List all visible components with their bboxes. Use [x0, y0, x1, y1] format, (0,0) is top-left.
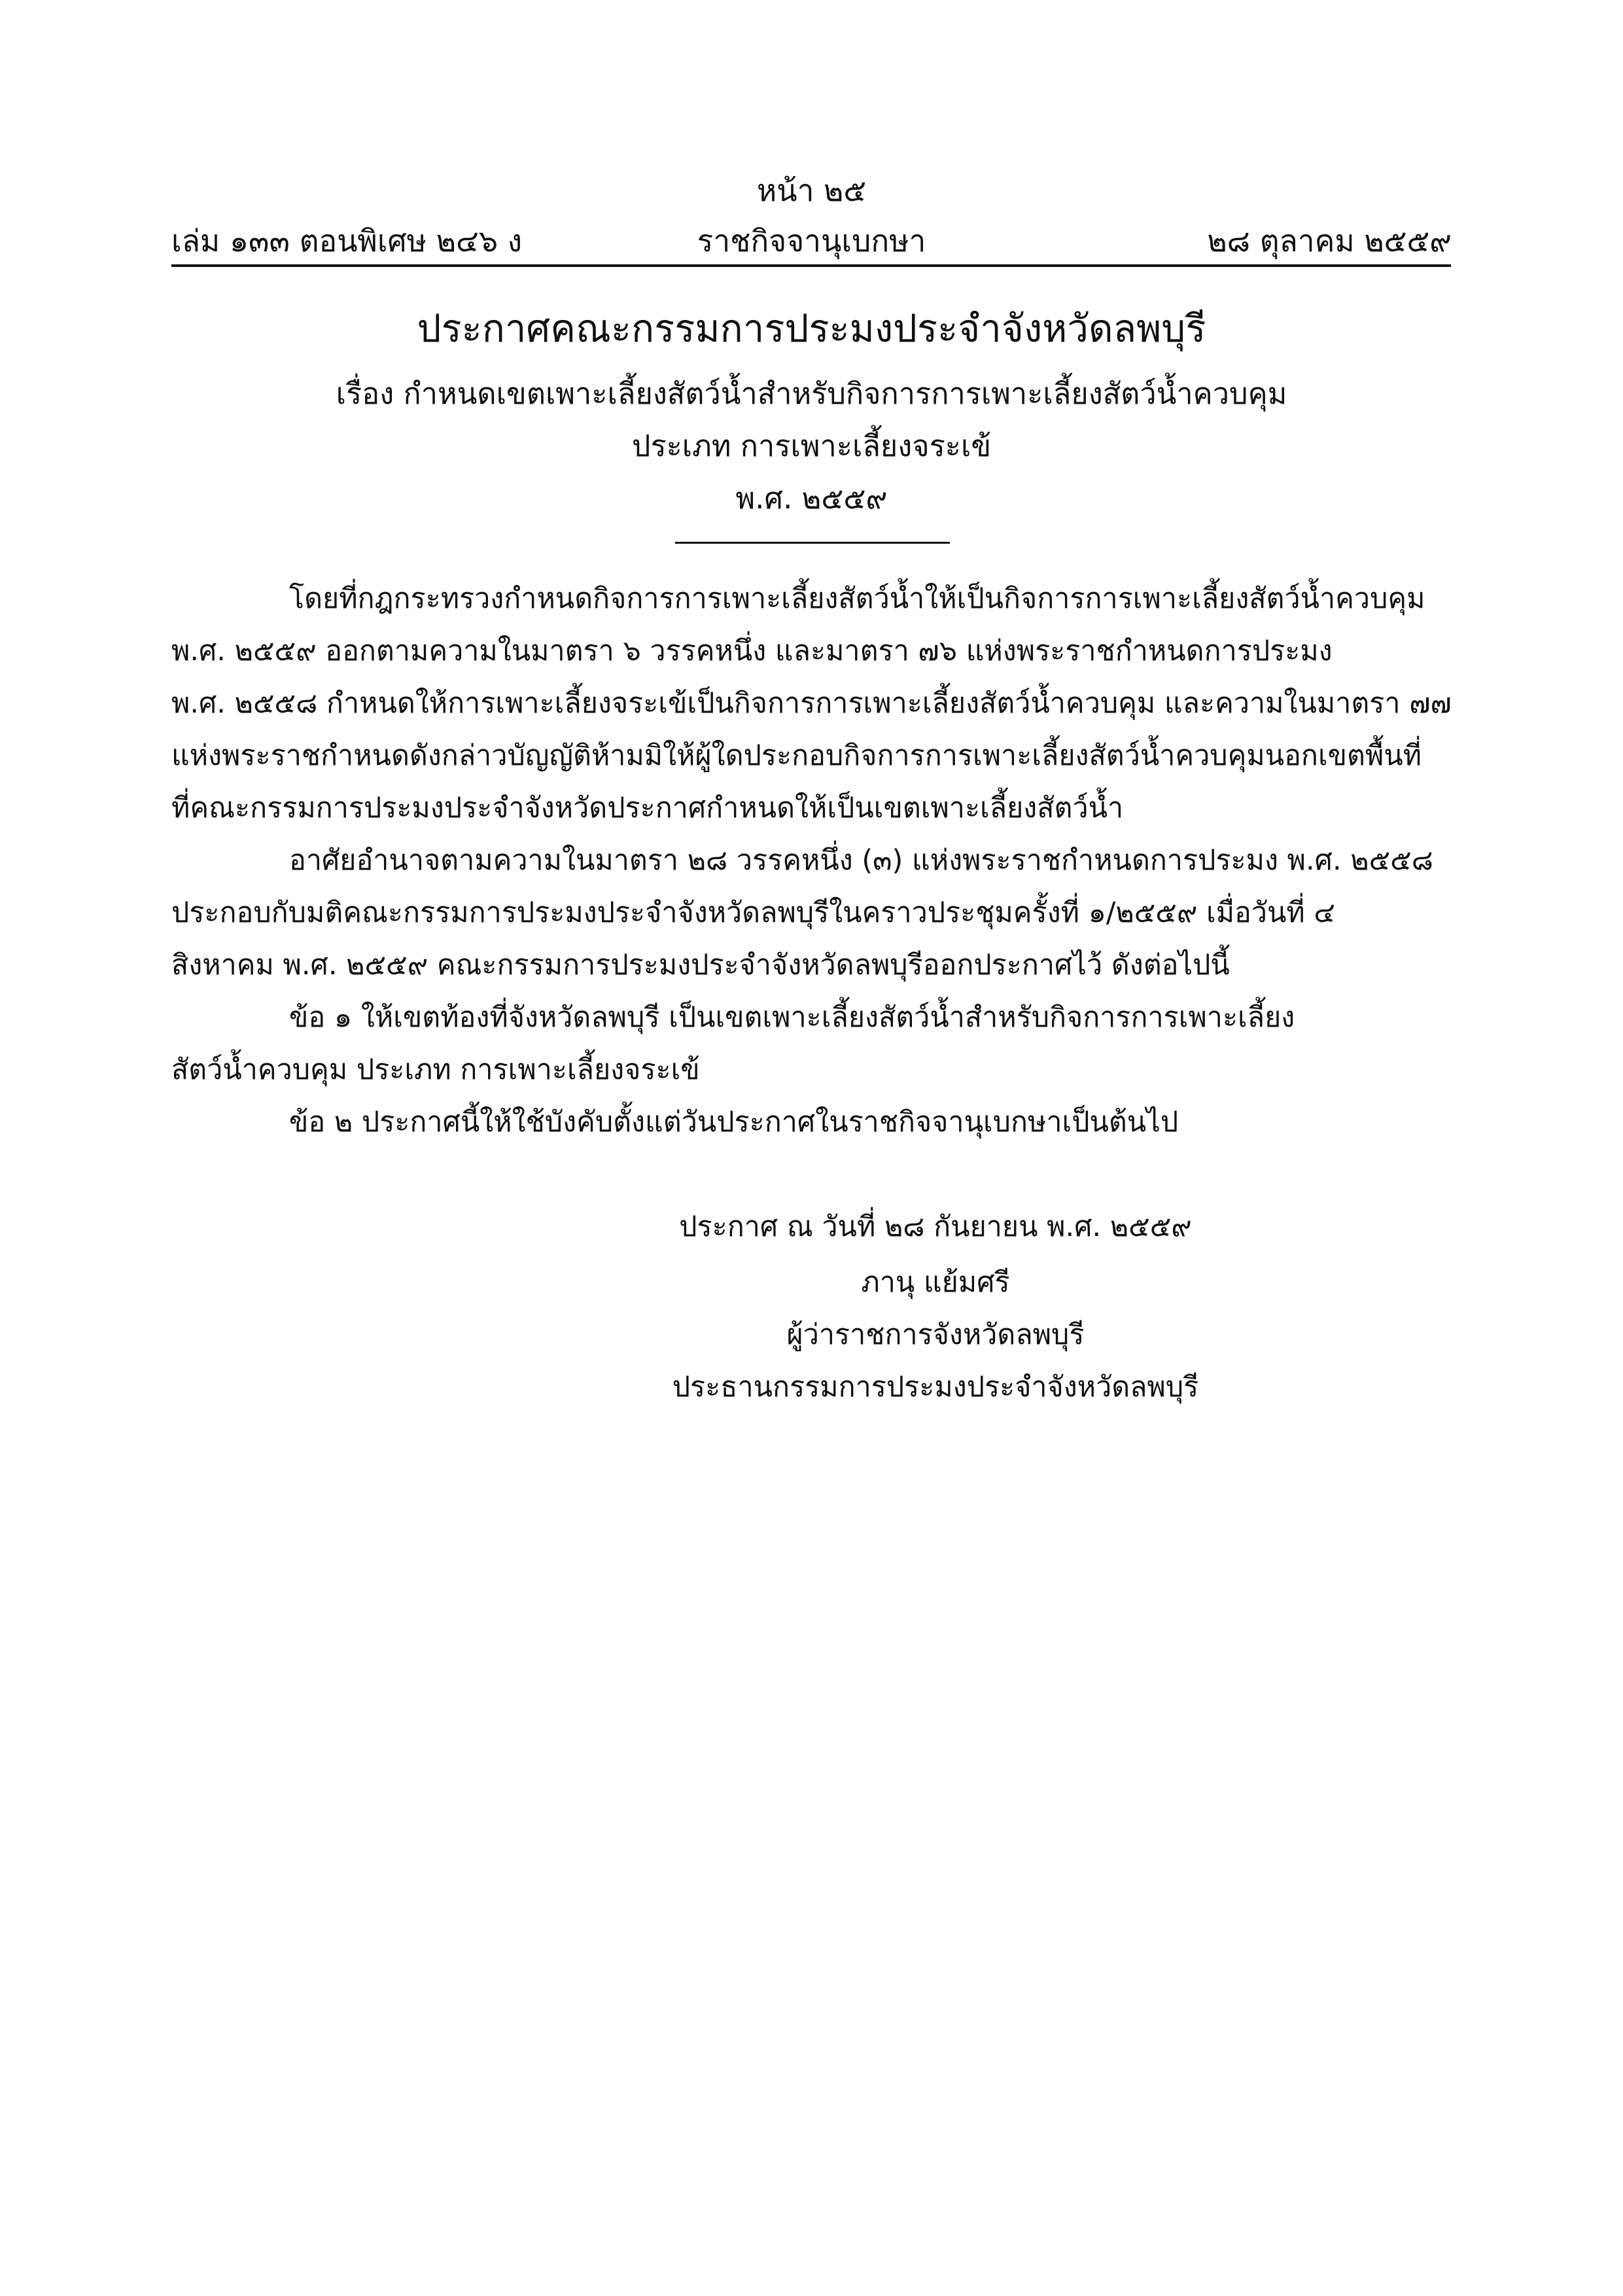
signature-position: ผู้ว่าราชการจังหวัดลพบุรี	[786, 1318, 1085, 1351]
signature-role: ประธานกรรมการประมงประจำจังหวัดลพบุรี	[672, 1371, 1199, 1404]
body-line: ข้อ ๑ ให้เขตท้องที่จังหวัดลพบุรี เป็นเขตเพาะเลี้ยงสัตว์น้ำสำหรับกิจการการเพาะเลี้ยง	[289, 1001, 1295, 1034]
body-line: ประกอบกับมติคณะกรรมการประมงประจำจังหวัดลพบุรีในคราวประชุมครั้งที่ ๑/๒๕๕๙ เมื่อวันที่ ๔	[171, 896, 1335, 929]
title-divider	[675, 542, 950, 544]
signature-name: ภานุ แย้มศรี	[861, 1266, 1010, 1299]
announcement-title: ประกาศคณะกรรมการประมงประจำจังหวัดลพบุรี	[417, 306, 1206, 351]
page-number: หน้า ๒๕	[756, 173, 867, 208]
body-line: พ.ศ. ๒๕๕๙ ออกตามความในมาตรา ๖ วรรคหนึ่ง และมาตรา ๗๖ แห่งพระราชกำหนดการประมง	[171, 635, 1333, 667]
body-line: โดยที่กฎกระทรวงกำหนดกิจการการเพาะเลี้ยงสัตว์น้ำให้เป็นกิจการการเพาะเลี้ยงสัตว์น้ำควบคุม	[289, 582, 1425, 615]
body-line: สิงหาคม พ.ศ. ๒๕๕๙ คณะกรรมการประมงประจำจังหวัดลพบุรีออกประกาศไว้ ดังต่อไปนี้	[171, 949, 1230, 981]
announcement-subject: เรื่อง กำหนดเขตเพาะเลี้ยงสัตว์น้ำสำหรับกิจการการเพาะเลี้ยงสัตว์น้ำควบคุม	[336, 376, 1287, 411]
header-volume-issue: เล่ม ๑๓๓ ตอนพิเศษ ๒๔๖ ง	[171, 223, 523, 258]
header-date: ๒๘ ตุลาคม ๒๕๕๙	[1207, 223, 1452, 258]
announcement-type: ประเภท การเพาะเลี้ยงจระเข้	[631, 429, 992, 463]
body-line: สัตว์น้ำควบคุม ประเภท การเพาะเลี้ยงจระเข้	[171, 1053, 700, 1086]
body-line: แห่งพระราชกำหนดดังกล่าวบัญญัติห้ามมิให้ผู้ใดประกอบกิจการการเพาะเลี้ยงสัตว์น้ำควบคุมนอกเขตพื้นที่	[171, 739, 1422, 772]
body-line: ข้อ ๒ ประกาศนี้ให้ใช้บังคับตั้งแต่วันประกาศในราชกิจจานุเบกษาเป็นต้นไป	[289, 1106, 1179, 1139]
announcement-year: พ.ศ. ๒๕๕๙	[735, 481, 888, 516]
signature-date: ประกาศ ณ วันที่ ๒๘ กันยายน พ.ศ. ๒๕๕๙	[679, 1210, 1192, 1243]
body-line: อาศัยอำนาจตามความในมาตรา ๒๘ วรรคหนึ่ง (๓) แห่งพระราชกำหนดการประมง พ.ศ. ๒๕๕๘	[289, 844, 1433, 877]
body-line: ที่คณะกรรมการประมงประจำจังหวัดประกาศกำหนดให้เป็นเขตเพาะเลี้ยงสัตว์น้ำ	[171, 792, 1124, 824]
body-line: พ.ศ. ๒๕๕๘ กำหนดให้การเพาะเลี้ยงจระเข้เป็นกิจการการเพาะเลี้ยงสัตว์น้ำควบคุม และความในมาตรา ๗๗	[171, 687, 1452, 720]
header-gazette-name: ราชกิจจานุเบกษา	[697, 223, 926, 258]
header-rule	[171, 264, 1451, 267]
